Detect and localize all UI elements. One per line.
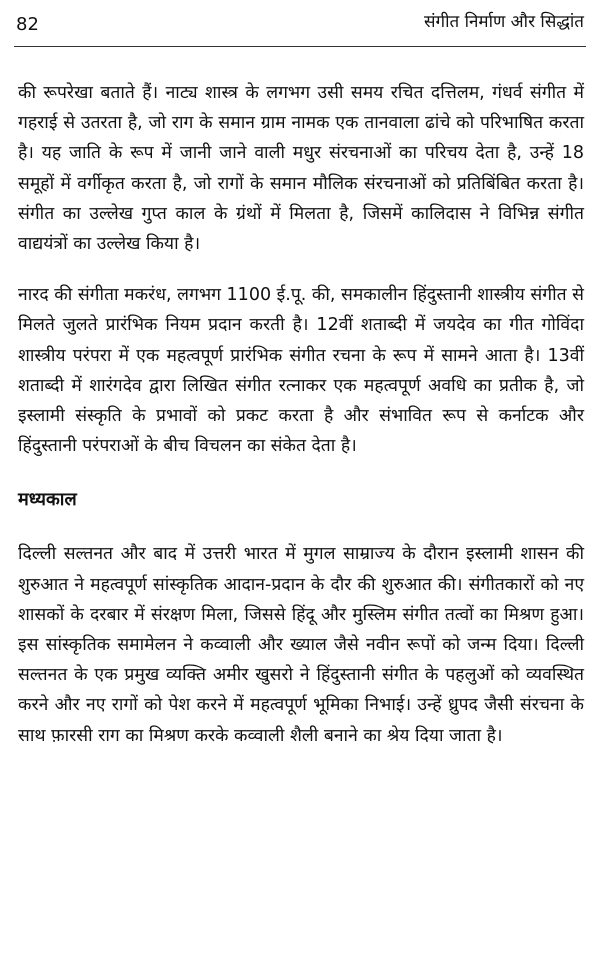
- running-title: संगीत निर्माण और सिद्धांत: [424, 12, 584, 32]
- paragraph-1: की रूपरेखा बताते हैं। नाट्य शास्त्र के लगभग उसी समय रचित दत्तिलम, गंधर्व संगीत में गहराई से उतरता है, जो राग के समान ग्राम नामक एक तानवाला ढांचे को परिभाषित करता है। यह जाति के रूप में जानी जाने वाली मधुर संरचनाओं का परिचय देता है, उन्हें 18 समूहों में वर्गीकृत करता है, जो रागों के समान मौलिक संरचनाओं को प्रतिबिंबित करता है। संगीत का उल्लेख गुप्त काल के ग्रंथों में मिलता है, जिसमें कालिदास ने विभिन्न संगीत वाद्ययंत्रों का उल्लेख किया है।: [18, 83, 584, 255]
- header-divider: [14, 46, 586, 47]
- paragraph-3: दिल्ली सल्तनत और बाद में उत्तरी भारत में मुगल साम्राज्य के दौरान इस्लामी शासन की शुरुआत ने महत्वपूर्ण सांस्कृतिक आदान-प्रदान के दौर की शुरुआत की। संगीतकारों को नए शासकों के दरबार में संरक्षण मिला, जिससे हिंदू और मुस्लिम संगीत तत्वों का मिश्रण हुआ। इस सांस्कृतिक समामेलन ने कव्वाली और ख्याल जैसे नवीन रूपों को जन्म दिया। दिल्ली सल्तनत के एक प्रमुख व्यक्ति अमीर खुसरो ने हिंदुस्तानी संगीत के पहलुओं को व्यवस्थित करने और नए रागों को पेश करने में महत्वपूर्ण भूमिका निभाई। उन्हें ध्रुपद जैसी संरचना के साथ फ़ारसी राग का मिश्रण करके कव्वाली शैली बनाने का श्रेय दिया जाता है।: [18, 544, 584, 746]
- page-body: [18, 78, 584, 751]
- section-heading: मध्यकाल: [18, 489, 77, 511]
- page-number: 82: [16, 14, 39, 35]
- paragraph-2: नारद की संगीता मकरंध, लगभग 1100 ई.पू. की, समकालीन हिंदुस्तानी शास्त्रीय संगीत से मिलते जुलते प्रारंभिक नियम प्रदान करती है। 12वीं शताब्दी में जयदेव का गीत गोविंदा शास्त्रीय परंपरा में एक महत्वपूर्ण प्रारंभिक संगीत रचना के रूप में सामने आता है। 13वीं शताब्दी में शारंगदेव द्वारा लिखित संगीत रत्नाकर एक महत्वपूर्ण अवधि का प्रतीक है, जो इस्लामी संस्कृति के प्रभावों को प्रकट करता है और संभावित रूप से कर्नाटक और हिंदुस्तानी परंपराओं के बीच विचलन का संकेत देता है।: [18, 285, 584, 457]
